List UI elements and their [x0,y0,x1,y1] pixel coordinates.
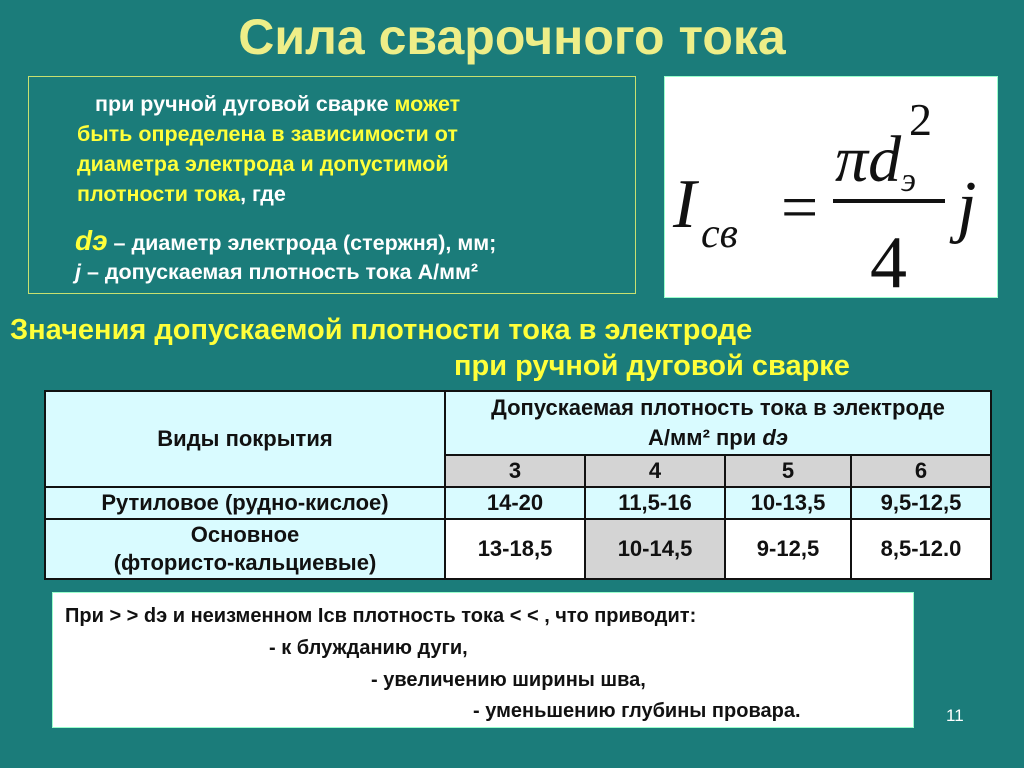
formula-num-sub: э [901,162,916,199]
row-name-line-2: (фтористо-кальциевые) [113,550,377,575]
definition-density-text: – допускаемая плотность тока А/мм² [80,260,479,284]
table-row [45,487,991,519]
intro-line-1 [77,89,617,119]
header-density [445,391,991,455]
intro-line-1-yellow: может [394,92,461,116]
header-density-line-1: Допускаемая плотность тока в электроде [491,395,945,420]
diameter-cell: 6 [851,455,991,487]
note-line-4: - уменьшению глубины провара. [473,700,801,722]
symbol-j: j [75,260,81,284]
header-density-symbol: dэ [762,425,788,450]
definition-density [75,260,478,285]
formula-num-sup: 2 [909,94,932,145]
row-name-line-1: Основное [190,522,300,547]
value-cell: 9,5-12,5 [851,487,991,519]
intro-line-1-white: при ручной дуговой сварке [95,92,395,116]
row-name: Рутиловое (рудно-кислое) [45,487,445,519]
formula-numerator: πd [835,123,902,196]
diameter-cell: 3 [445,455,585,487]
symbol-d-e: dэ [75,225,108,256]
value-cell: 11,5-16 [585,487,725,519]
value-cell: 10-13,5 [725,487,851,519]
formula-box [664,76,998,298]
row-name [45,519,445,579]
formula-lhs: I [673,166,697,243]
intro-line-4-yellow: плотности тока [77,182,241,206]
intro-text [77,89,617,209]
note-line-3: - увеличению ширины шва, [371,669,646,691]
table-row [45,519,991,579]
value-cell: 13-18,5 [445,519,585,579]
table-caption-line-2: при ручной дуговой сварке [454,350,850,382]
formula-denominator: 4 [870,222,907,297]
value-cell: 8,5-12.0 [851,519,991,579]
formula-equals: = [781,171,819,244]
diameter-cell: 4 [585,455,725,487]
formula-rhs: j [957,168,977,245]
intro-line-4-white: , где [240,182,286,206]
intro-box [28,76,636,294]
formula-svg [665,77,997,297]
slide-title: Сила сварочного тока [238,9,786,65]
note-line-1: При > > dэ и неизменном Iсв плотность тока < < , что приводит: [65,605,697,627]
definition-diameter-text: – диаметр электрода (стержня), мм; [107,231,497,255]
note-line-2: - к блужданию дуги, [269,637,468,659]
value-cell: 14-20 [445,487,585,519]
table-caption-line-1: Значения допускаемой плотности тока в электроде [10,314,753,346]
diameter-cell: 5 [725,455,851,487]
note-box [52,592,914,728]
value-cell: 10-14,5 [585,519,725,579]
definition-diameter [75,225,496,257]
formula-lhs-sub: св [701,211,738,257]
value-cell: 9-12,5 [725,519,851,579]
header-density-line-2: А/мм² при [648,425,763,450]
intro-line-2: быть определена в зависимости от [77,122,458,146]
intro-line-3: диаметра электрода и допустимой [77,152,449,176]
page-number: 11 [946,706,964,725]
header-coating-type: Виды покрытия [45,391,445,487]
current-density-table [44,390,992,580]
